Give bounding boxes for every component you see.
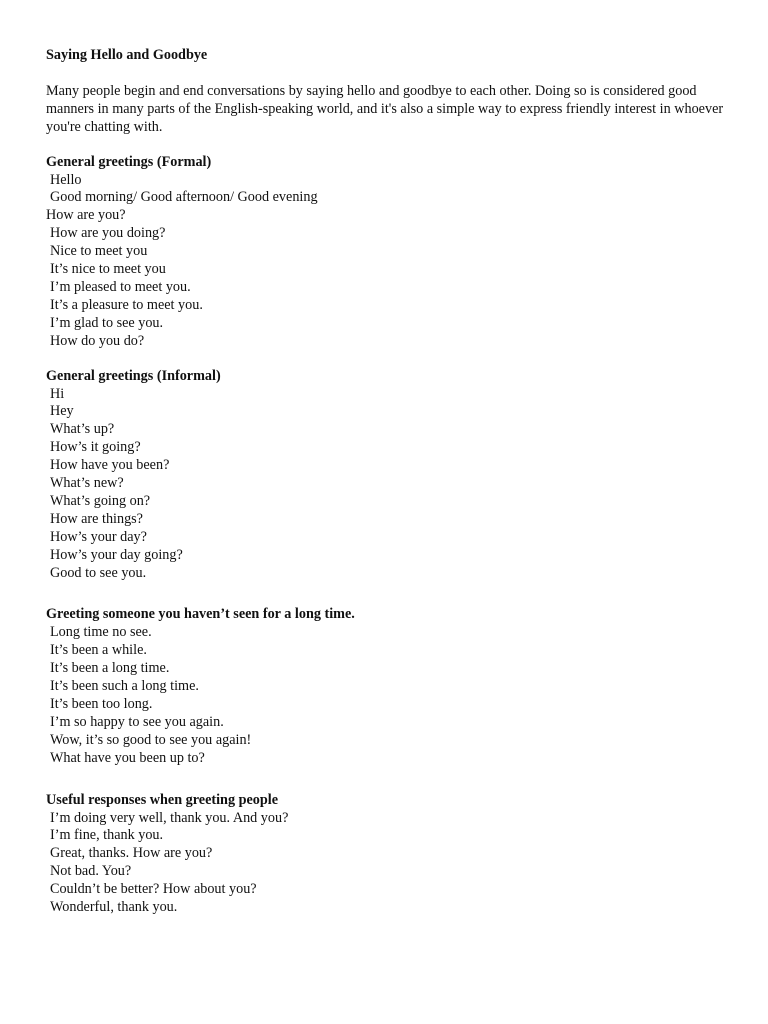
phrase-item: How do you do?: [50, 332, 145, 349]
section-useful-responses: [46, 792, 726, 917]
document-title: Saying Hello and Goodbye: [46, 47, 208, 63]
phrase-item: It’s nice to meet you: [50, 261, 166, 278]
section-heading: Useful responses when greeting people: [46, 791, 278, 808]
phrase-item: It’s been a long time.: [50, 660, 170, 677]
phrase-item: How have you been?: [50, 457, 170, 474]
phrase-item: How’s your day going?: [50, 546, 183, 563]
phrase-item: What’s up?: [50, 421, 115, 438]
phrase-item: Wow, it’s so good to see you again!: [50, 731, 252, 748]
phrase-item: Good to see you.: [50, 564, 147, 581]
phrase-item: I’m pleased to meet you.: [50, 278, 191, 295]
phrase-item: It’s been too long.: [50, 696, 153, 712]
phrase-item: Hello: [50, 171, 82, 188]
phrase-item: Long time no see.: [50, 624, 152, 641]
phrase-item: How are you doing?: [50, 225, 166, 242]
phrase-item: Hi: [50, 385, 65, 402]
section-heading: Greeting someone you haven’t seen for a long time.: [46, 606, 355, 623]
section-heading: General greetings (Formal): [46, 153, 212, 170]
phrase-item: Couldn’t be better? How about you?: [50, 881, 257, 898]
phrase-item: What’s new?: [50, 475, 124, 492]
intro-paragraph: Many people begin and end conversations by saying hello and goodbye to each other. Doing so is considered good manners in many parts of the English-speaking world, and it's also a simple way to express friendly interest in whoever you're chatting with.: [46, 82, 724, 135]
phrase-item: What have you been up to?: [50, 749, 205, 766]
section-long-time-greetings: [46, 606, 726, 767]
phrase-item: It’s been a while.: [50, 642, 147, 659]
document-page: [46, 47, 726, 917]
phrase-item: Nice to meet you: [50, 243, 148, 260]
phrase-item: I’m so happy to see you again.: [50, 713, 224, 730]
phrase-item: I’m doing very well, thank you. And you?: [50, 809, 289, 826]
phrase-item: Hey: [50, 403, 74, 420]
phrase-item: I’m fine, thank you.: [50, 827, 164, 844]
phrase-item: Not bad. You?: [50, 863, 132, 880]
phrase-item: Good morning/ Good afternoon/ Good evening: [50, 189, 318, 206]
phrase-item: How are things?: [50, 510, 143, 527]
phrase-item: How’s it going?: [50, 439, 141, 456]
phrase-item: Wonderful, thank you.: [50, 899, 178, 916]
phrase-item: It’s been such a long time.: [50, 678, 199, 695]
phrase-item: Great, thanks. How are you?: [50, 845, 213, 862]
section-formal-greetings: [46, 154, 726, 351]
phrase-item: What’s going on?: [50, 492, 151, 509]
section-heading: General greetings (Informal): [46, 367, 221, 384]
section-informal-greetings: [46, 368, 726, 583]
phrase-item: It’s a pleasure to meet you.: [50, 296, 203, 313]
phrase-item: How’s your day?: [50, 528, 147, 545]
phrase-item: I’m glad to see you.: [50, 314, 164, 331]
phrase-item: How are you?: [46, 207, 126, 224]
